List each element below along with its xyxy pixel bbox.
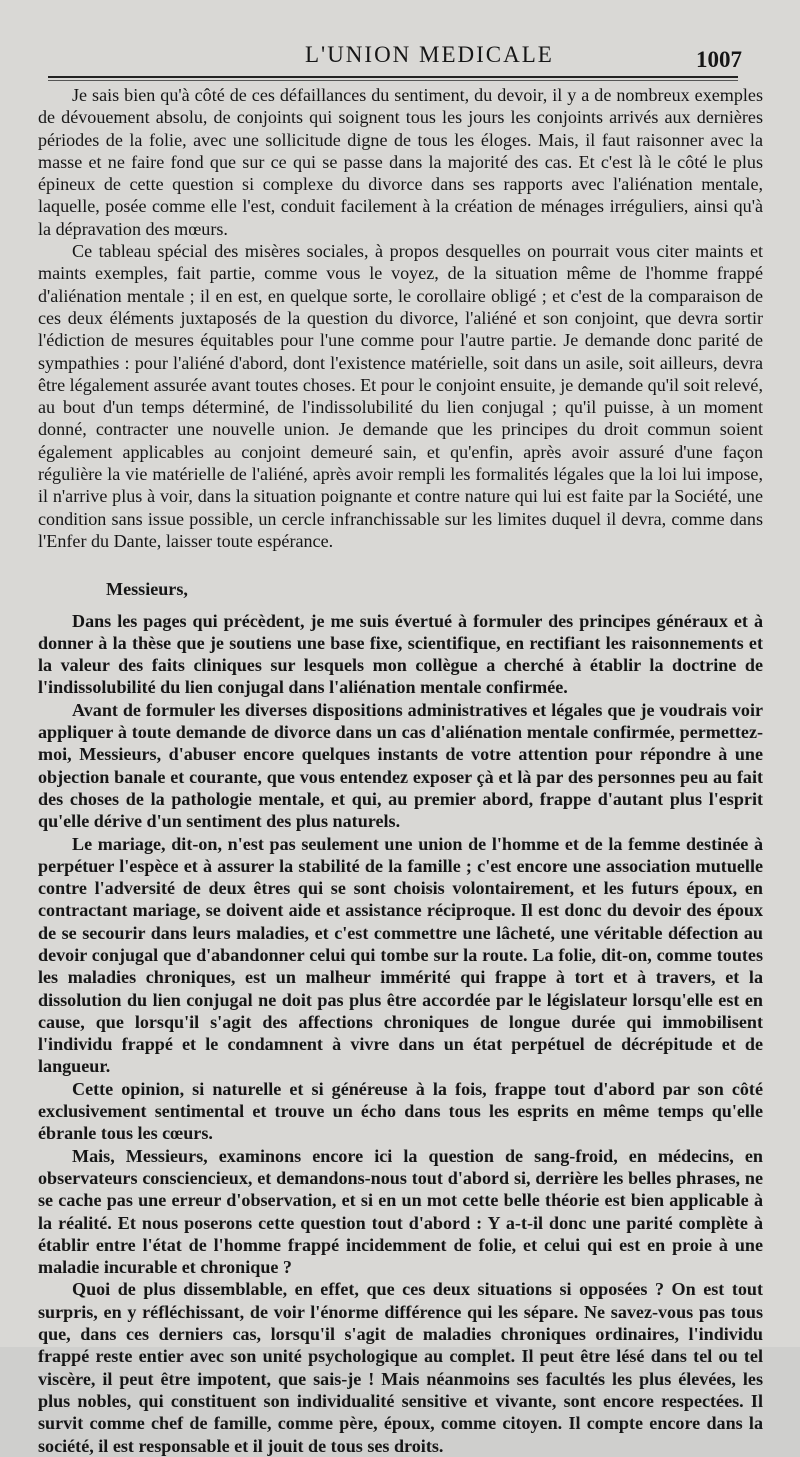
paragraph: Quoi de plus dissemblable, en effet, que ces deux situations si opposées ? On est tout surpris, en y réfléchissant, de voir l'énorme différence qui les sépare. Ne savez-vous pas tous que, dans ces derniers cas, lorsqu'il s'agit de maladies chroniques ordinaires, l'individu frappé reste entier avec son unité psychologique au complet. Il peut être lésé dans tel ou tel viscère, il peut être impotent, que sais-je ! Mais néanmoins ses facultés les plus élevées, les plus nobles, qui constituent son individualité sensitive et vivante, sont encore respectées. Il survit comme chef de famille, comme père, époux, comme citoyen. Il compte encore dans la société, il est responsable et il jouit de tous ses droits. (38, 1279, 763, 1456)
paragraph: Avant de formuler les diverses dispositions administratives et légales que je voudrais voir appliquer à toute demande de divorce dans un cas d'aliénation mentale confirmée, permettez-moi, Messieurs, d'abuser encore quelques instants de votre attention pour répondre à une objection banale et courante, que vous entendez exposer çà et là par des personnes peu au fait des choses de la pathologie mentale, et qui, au premier abord, frappe d'autant plus l'esprit qu'elle dérive d'un sentiment des plus naturels. (38, 699, 763, 832)
page-header (0, 0, 800, 90)
paragraph: Mais, Messieurs, examinons encore ici la question de sang-froid, en médecins, en observateurs consciencieux, et demandons-nous tout d'abord si, derrière les belles phrases, ne se cache pas une erreur d'observation, et si en un mot cette belle théorie est bien applicable à la réalité. Et nous poserons cette question tout d'abord : Y a-t-il donc une parité complète à établir entre l'état de l'homme frappé incidemment de folie, et celui qui est en proie à une maladie incurable et chronique ? (38, 1145, 763, 1278)
paragraph: Le mariage, dit-on, n'est pas seulement une union de l'homme et de la femme destinée à perpétuer l'espèce et à assurer la stabilité de la famille ; c'est encore une association mutuelle contre l'adversité de deux êtres qui se sont choisis volontairement, et les futurs époux, en contractant mariage, se doivent aide et assistance réciproque. Il est donc du devoir des époux de se secourir dans leurs maladies, et c'est commettre une lâcheté, une véritable défection au devoir conjugal que d'abandonner celui qui tombe sur la route. La folie, dit-on, comme toutes les maladies chroniques, est un malheur immérité qui frappe à tort et à travers, et la dissolution du lien conjugal ne doit pas plus être accordée par le législateur lorsqu'elle est en cause, que lorsqu'il s'agit des affections chroniques de longue durée qui immobilisent l'individu frappé et le condamnent à vivre dans un état perpétuel de décrépitude et de langueur. (38, 833, 763, 1077)
header-rule (48, 76, 738, 78)
running-title: L'UNION MEDICALE (305, 42, 554, 67)
header-rule-thin (48, 80, 738, 81)
paragraph: Je sais bien qu'à côté de ces défaillances du sentiment, du devoir, il y a de nombreux exemples de dévouement absolu, de conjoints qui soignent tous les jours les conjoints arrivés aux dernières périodes de la folie, avec une sollicitude digne de tous les éloges. Mais, il faut raisonner avec la masse et ne faire fond que sur ce qui se passe dans la majorité des cas. Et c'est là le côté le plus épineux de cette question si complexe du divorce dans ses rapports avec l'aliénation mentale, laquelle, posée comme elle l'est, conduit facilement à la création de ménages irréguliers, ainsi qu'à la dépravation des mœurs. (38, 85, 763, 239)
paragraph: Ce tableau spécial des misères sociales, à propos desquelles on pourrait vous citer maints et maints exemples, fait partie, comme vous le voyez, de la situation même de l'homme frappé d'aliénation mentale ; il en est, en quelque sorte, le corollaire obligé ; et c'est de la comparaison de ces deux éléments juxtaposés de la question du divorce, l'aliéné et son conjoint, que devra sortir l'édiction de mesures équitables pour l'une comme pour l'autre partie. Je demande donc parité de sympathies : pour l'aliéné d'abord, dont l'existence matérielle, soit dans un asile, soit ailleurs, devra être légalement assurée avant toutes choses. Et pour le conjoint ensuite, je demande qu'il soit relevé, au bout d'un temps déterminé, de l'indissolubilité du lien conjugal ; qu'il puisse, à un moment donné, contracter une nouvelle union. Je demande que les principes du droit commun soient également applicables au conjoint demeuré sain, et qu'enfin, après avoir assuré d'une façon régulière la vie matérielle de l'aliéné, après avoir rempli les formalités légales que la loi lui impose, il n'arrive plus à voir, dans la situation poignante et contre nature qui lui est faite par la Société, une condition sans issue possible, un cercle infranchissable sur les limites duquel il devra, comme dans l'Enfer du Dante, laisser toute espérance. (38, 241, 763, 551)
section-heading: Messieurs, (106, 579, 188, 600)
paragraph: Dans les pages qui précèdent, je me suis évertué à formuler des principes généraux et à donner à la thèse que je soutiens une base fixe, scientifique, en rectifiant les raisonnements et la valeur des faits cliniques sur lesquels mon collègue a cherché à établir la doctrine de l'indissolubilité du lien conjugal dans l'aliénation mentale confirmée. (38, 610, 763, 698)
paragraph: Cette opinion, si naturelle et si généreuse à la fois, frappe tout d'abord par son côté exclusivement sentimental et trouve un écho dans tous les esprits en même temps qu'elle ébranle tous les cœurs. (38, 1078, 763, 1144)
body-text (38, 84, 763, 1457)
page-number: 1007 (696, 47, 742, 72)
